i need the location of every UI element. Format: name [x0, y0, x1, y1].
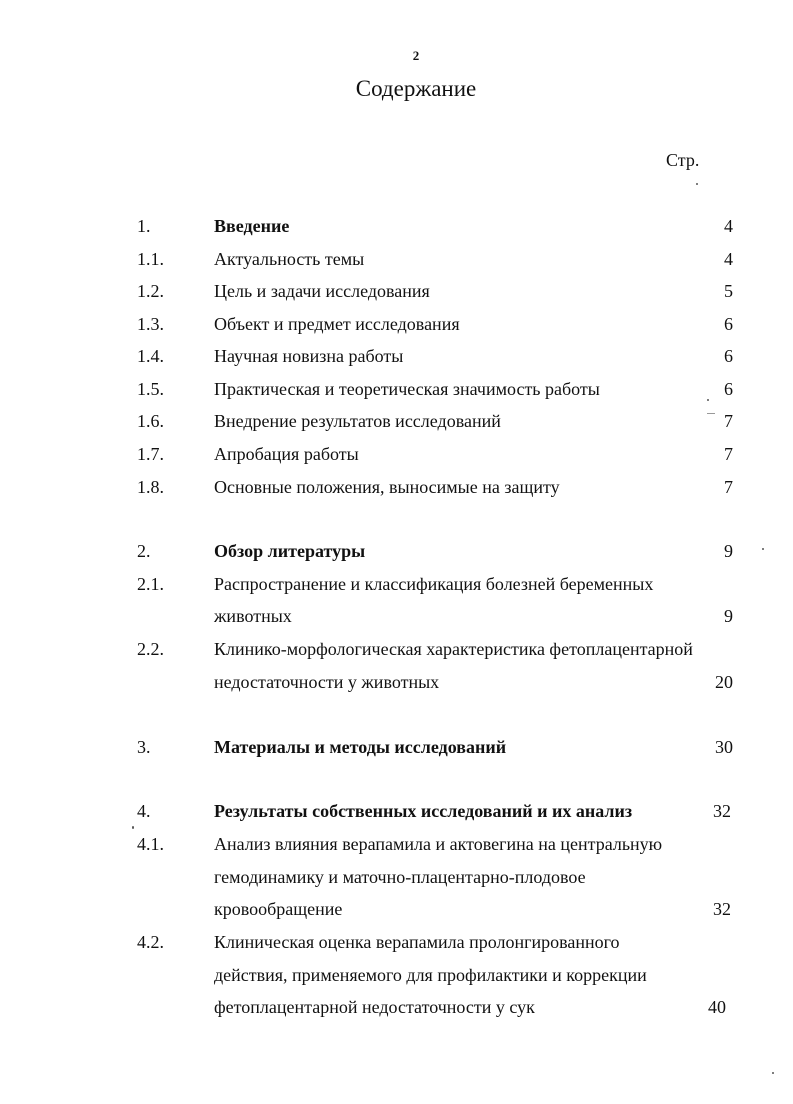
scan-speck — [696, 183, 698, 185]
toc-entry — [0, 342, 793, 370]
toc-entry-title: Внедрение результатов исследований — [214, 411, 501, 431]
scan-speck — [132, 826, 134, 829]
toc-entry-title: Обзор литературы — [214, 541, 366, 561]
page-title: Содержание — [355, 76, 477, 101]
toc-entry — [0, 473, 793, 501]
toc-entry-title-line: Анализ влияния верапамила и актовегина на центральную — [214, 834, 663, 854]
toc-entry-number: 4.1. — [137, 834, 164, 854]
toc-entry — [0, 245, 793, 273]
toc-entry-number: 1.2. — [137, 281, 164, 301]
toc-entry — [0, 375, 793, 403]
toc-entry-page: 7 — [724, 411, 733, 431]
toc-entry-title-line: Клиническая оценка верапамила пролонгированного — [214, 932, 620, 952]
toc-entry-continuation — [0, 993, 793, 1021]
toc-entry — [0, 635, 793, 663]
toc-entry-page: 6 — [724, 346, 733, 366]
toc-entry-title-line: действия, применяемого для профилактики и коррекции — [214, 965, 647, 985]
toc-entry-page: 40 — [708, 997, 726, 1017]
toc-entry-title: Научная новизна работы — [214, 346, 404, 366]
scan-speck — [707, 399, 709, 401]
toc-entry — [0, 928, 793, 956]
toc-entry-title-line: фетоплацентарной недостаточности у сук — [214, 997, 535, 1017]
toc-entry — [0, 537, 793, 565]
toc-entry-page: 6 — [724, 379, 733, 399]
toc-entry-page: 4 — [724, 249, 733, 269]
toc-entry-title-line: Клинико-морфологическая характеристика фетоплацентарной — [214, 639, 693, 659]
scan-speck — [772, 1072, 774, 1074]
toc-entry — [0, 733, 793, 761]
toc-entry-title: Практическая и теоретическая значимость работы — [214, 379, 600, 399]
toc-entry-page: 7 — [724, 444, 733, 464]
toc-entry — [0, 570, 793, 598]
toc-entry-title: Актуальность темы — [214, 249, 365, 269]
toc-entry-number: 4. — [137, 801, 151, 821]
toc-entry-number: 1.4. — [137, 346, 164, 366]
toc-entry-page: 5 — [724, 281, 733, 301]
toc-entry-number: 2. — [137, 541, 151, 561]
toc-entry-page: 32 — [713, 899, 731, 919]
toc-entry-title: Основные положения, выносимые на защиту — [214, 477, 560, 497]
toc-entry-page: 20 — [715, 672, 733, 692]
toc-entry-number: 1.6. — [137, 411, 164, 431]
toc-entry-title: Введение — [214, 216, 290, 236]
toc-entry-page: 4 — [724, 216, 733, 236]
toc-entry-continuation — [0, 602, 793, 630]
toc-entry-title-line: недостаточности у животных — [214, 672, 440, 692]
toc-entry-page: 9 — [724, 541, 733, 561]
toc-entry-page: 9 — [724, 606, 733, 626]
toc-entry-title: Материалы и методы исследований — [214, 737, 507, 757]
toc-entry-title-line: гемодинамику и маточно-плацентарно-плодовое — [214, 867, 586, 887]
toc-entry — [0, 310, 793, 338]
toc-entry-continuation — [0, 863, 793, 891]
toc-entry-page: 6 — [724, 314, 733, 334]
toc-entry-number: 1.7. — [137, 444, 164, 464]
toc-entry — [0, 830, 793, 858]
toc-entry-page: 30 — [715, 737, 733, 757]
toc-entry-page: 32 — [713, 801, 731, 821]
toc-entry-number: 3. — [137, 737, 151, 757]
toc-entry-title-line: животных — [214, 606, 292, 626]
page-number: 2 — [412, 48, 420, 63]
toc-entry-continuation — [0, 668, 793, 696]
toc-entry-number: 2.2. — [137, 639, 164, 659]
toc-entry-number: 1. — [137, 216, 151, 236]
toc-entry-title: Объект и предмет исследования — [214, 314, 460, 334]
toc-entry — [0, 407, 793, 435]
toc-entry-number: 1.8. — [137, 477, 164, 497]
toc-entry-title: Апробация работы — [214, 444, 359, 464]
toc-entry-number: 1.3. — [137, 314, 164, 334]
toc-entry — [0, 440, 793, 468]
toc-entry-number: 2.1. — [137, 574, 164, 594]
toc-entry-page: 7 — [724, 477, 733, 497]
scan-speck — [762, 548, 764, 550]
toc-entry — [0, 277, 793, 305]
page-column-header: Стр. — [666, 150, 700, 170]
toc-entry — [0, 212, 793, 240]
toc-entry — [0, 797, 793, 825]
toc-entry-title: Цель и задачи исследования — [214, 281, 430, 301]
toc-entry-title-line: Распространение и классификация болезней беременных — [214, 574, 654, 594]
toc-entry-number: 4.2. — [137, 932, 164, 952]
toc-entry-continuation — [0, 961, 793, 989]
toc-entry-continuation — [0, 895, 793, 923]
toc-entry-number: 1.5. — [137, 379, 164, 399]
toc-entry-title-line: кровообращение — [214, 899, 343, 919]
scan-speck — [707, 413, 715, 414]
toc-entry-number: 1.1. — [137, 249, 164, 269]
toc-entry-title: Результаты собственных исследований и их анализ — [214, 801, 633, 821]
